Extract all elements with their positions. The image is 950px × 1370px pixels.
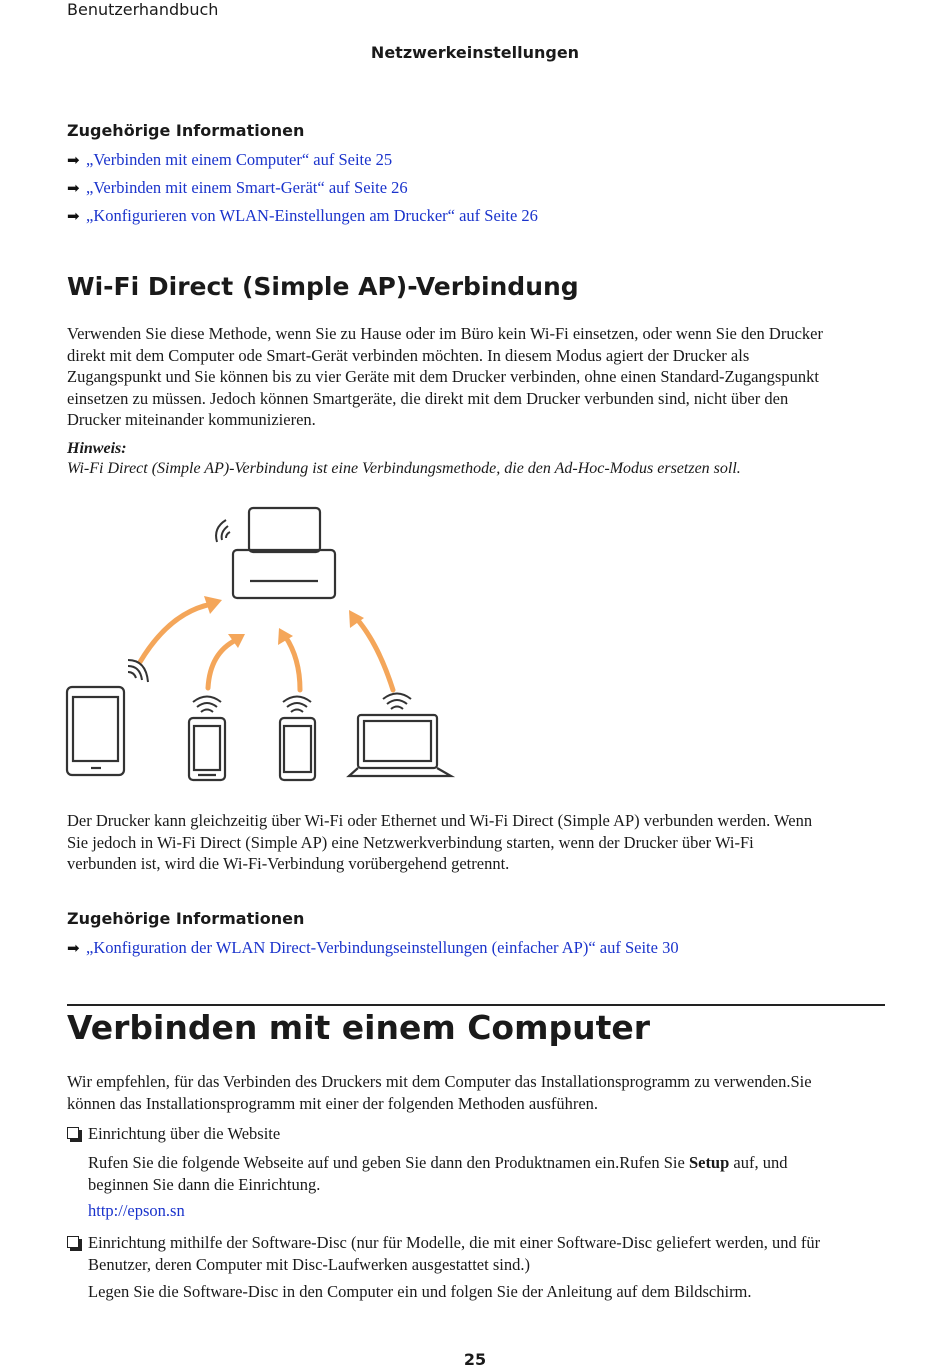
page-number: 25 <box>463 1350 487 1369</box>
tablet-wifi-icon <box>128 660 148 682</box>
arrow-right-icon: ➡ <box>67 939 80 957</box>
bullet-software-disc-description: Legen Sie die Software-Disc in den Computer ein und folgen Sie der Anleitung auf dem Bildschirm. <box>88 1282 752 1301</box>
bullet-website-description: Rufen Sie die folgende Webseite auf und geben Sie dann den Produktnamen ein.Rufen Sie Setup auf, und beginnen Sie dann die Einrichtung. <box>88 1153 788 1194</box>
smartphone-icon <box>280 718 315 780</box>
arrow-right-icon: ➡ <box>67 151 80 169</box>
related-info-title: Zugehörige Informationen <box>67 121 305 140</box>
smartphone-wifi-icon <box>193 697 221 713</box>
related-link-2[interactable]: ➡ „Verbinden mit einem Smart-Gerät“ auf Seite 26 <box>67 178 408 197</box>
related-info-title: Zugehörige Informationen <box>67 909 305 928</box>
tablet-icon <box>67 687 124 775</box>
printer-icon <box>233 508 335 598</box>
smartphone-wifi-icon <box>283 697 311 713</box>
related-link-1[interactable]: ➡ „Verbinden mit einem Computer“ auf Seite 25 <box>67 150 393 169</box>
smartphone-icon <box>189 718 225 780</box>
bullet-software-disc: Einrichtung mithilfe der Software-Disc (nur für Modelle, die mit einer Software-Disc geliefert werden, und für Benutzer, deren Computer mit Disc-Laufwerken ausgestattet sind.) <box>67 1232 892 1275</box>
checkbox-bullet-icon <box>67 1127 79 1139</box>
wifi-direct-diagram <box>60 500 460 790</box>
chapter-title: Netzwerkeinstellungen <box>370 43 580 62</box>
section-heading-wifi-direct: Wi-Fi Direct (Simple AP)-Verbindung <box>67 272 579 301</box>
arrow-right-icon: ➡ <box>67 179 80 197</box>
checkbox-bullet-icon <box>67 1236 79 1248</box>
laptop-icon <box>349 715 451 776</box>
arrow-right-icon: ➡ <box>67 207 80 225</box>
related-link-4[interactable]: ➡ „Konfiguration der WLAN Direct-Verbindungseinstellungen (einfacher AP)“ auf Seite 30 <box>67 938 679 957</box>
hint-text: Wi-Fi Direct (Simple AP)-Verbindung ist eine Verbindungsmethode, die den Ad-Hoc-Modus ersetzen soll. <box>67 460 741 477</box>
laptop-wifi-icon <box>383 694 411 710</box>
section-divider <box>67 1004 885 1006</box>
epson-setup-link[interactable]: http://epson.sn <box>88 1201 185 1220</box>
printer-wifi-icon <box>216 520 230 542</box>
section-heading-computer: Verbinden mit einem Computer <box>67 1008 651 1047</box>
bullet-website: Einrichtung über die Website <box>67 1123 892 1145</box>
wifi-direct-paragraph: Verwenden Sie diese Methode, wenn Sie zu Hause oder im Büro kein Wi-Fi einsetzen, oder wenn Sie den Drucker direkt mit dem Computer ode Smart-Gerät verbinden möchten. In diesem Modus agiert der Drucker als Zugangspunkt und Sie können bis zu vier Geräte mit dem Drucker verbinden, ohne einen Standard-Zugangspunkt einsetzen zu müssen. Jedoch können Smartgeräte, die direkt mit dem Drucker verbunden sind, nicht über den Drucker miteinander kommunizieren. <box>67 324 823 429</box>
wifi-direct-note-paragraph: Der Drucker kann gleichzeitig über Wi-Fi oder Ethernet und Wi-Fi Direct (Simple AP) verbunden werden. Wenn Sie jedoch in Wi-Fi Direct (Simple AP) eine Netzwerkverbindung starten, wenn der Drucker über Wi-Fi verbunden ist, wird die Wi-Fi-Verbindung vorübergehend getrennt. <box>67 811 813 873</box>
running-header: Benutzerhandbuch <box>67 0 219 19</box>
hint-label: Hinweis: <box>67 440 127 457</box>
related-link-3[interactable]: ➡ „Konfigurieren von WLAN-Einstellungen am Drucker“ auf Seite 26 <box>67 206 538 225</box>
computer-intro-paragraph: Wir empfehlen, für das Verbinden des Druckers mit dem Computer das Installationsprogramm zu verwenden.Sie können das Installationsprogramm mit einer der folgenden Methoden ausführen. <box>67 1072 812 1113</box>
arrow-heads <box>204 596 364 648</box>
